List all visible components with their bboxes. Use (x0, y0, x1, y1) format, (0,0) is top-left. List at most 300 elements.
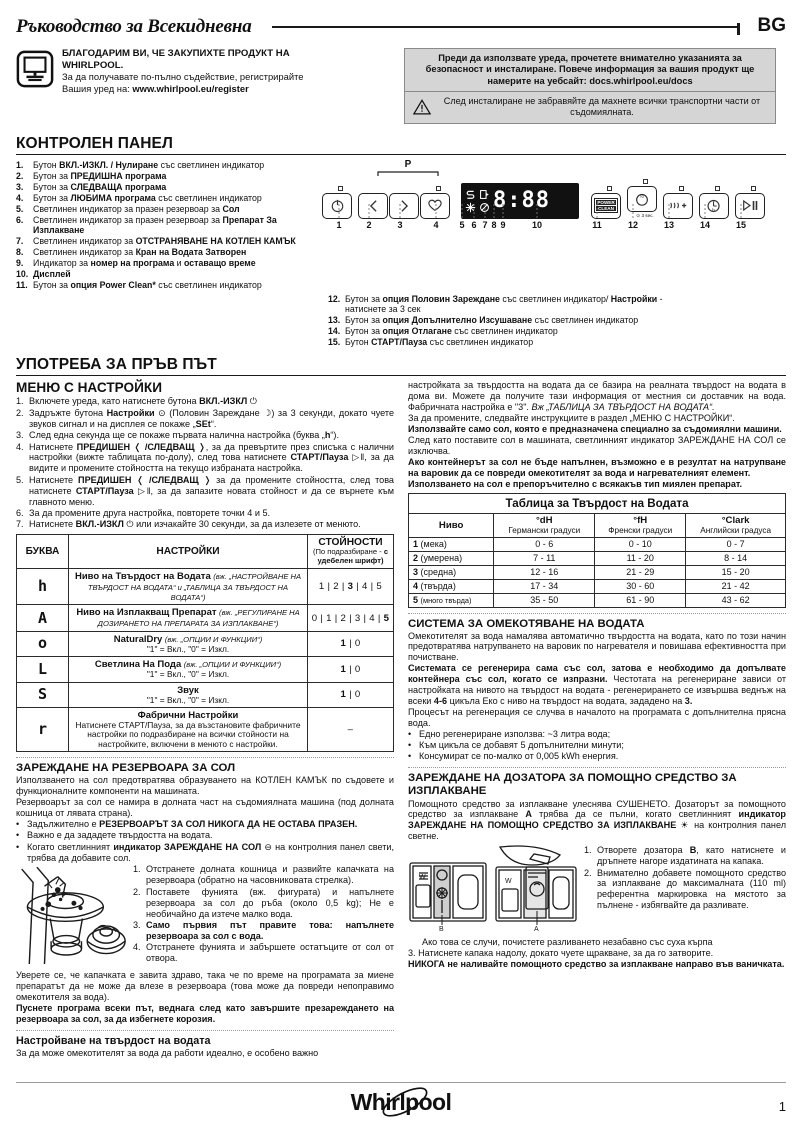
rinse-aid-dispenser-figure (408, 845, 580, 937)
setting-note2: "1" = Вкл., "0" = Изкл. (146, 669, 230, 680)
header-main: °Clark (721, 515, 750, 526)
control-panel-left-item (16, 160, 316, 170)
dh-cell: 12 - 16 (494, 565, 595, 579)
bullet-dot: • (16, 830, 20, 841)
header-sub: Английски градуса (700, 526, 771, 535)
right-p5: Ако контейнерът за сол не бъде напълнен, възможно е в резултат на натрупване на варовик да се повреди омекотителят за вода и нагревателният елемент. (408, 456, 786, 478)
step-text: Внимателно добавете помощното средство за изплакване до максималната (110 ml) референтна маркировка на мястото за пълнене - избягвайте да разливате. (597, 867, 786, 911)
thank-you-line3: За да получавате по-пълно съдействие, регистрирайте (62, 71, 304, 83)
softener-p3: Процесът на регенерация се случва в началото на програмата с допълнителна прясна вода. (408, 706, 786, 728)
divider-2 (16, 1030, 394, 1031)
default-value: 1 (340, 689, 347, 701)
setting-note: (вж. „НАСТРОЙВАНЕ НА ТВЪРДОСТ НА ВОДАТА“ и „ТАБЛИЦА ЗА ТВЪРДОСТ НА ВОДАТА“) (87, 571, 302, 602)
step-text: Отстранете фунията и забършете остатъците от сол от отвора. (146, 942, 394, 964)
fh-cell: 61 - 90 (595, 593, 686, 607)
seven-segment-letter: L (37, 659, 48, 678)
level-number: 4 (413, 581, 419, 591)
callout-number: 15 (735, 219, 746, 230)
favourite-led-indicator (436, 186, 441, 191)
level-number: 1 (413, 539, 419, 549)
value-option: 0 (354, 638, 361, 650)
monitor-icon (16, 50, 54, 88)
right-p2: За да промените, следвайте инструкциите в раздел „МЕНЮ С НАСТРОЙКИ“. (408, 413, 735, 424)
softener-p2-rest: Честотата на регенериране зависи от настройката на нивото на твърдост на водата - регенерирането се извършва веднъж на всеки 4-6 цикъла Еко с ниво на твърдост на водата, зададено на 3. (408, 674, 786, 706)
power-led-indicator (338, 186, 343, 191)
bullet-text: Когато светлинният индикатор ЗАРЕЖДАНЕ НА СОЛ ⊖ на контролния панел свети, трябва да добавите сол. (27, 841, 394, 863)
control-panel-left-item (16, 182, 316, 192)
step-text: Отворете дозатора B, като натиснете и дръпнете нагоре издатината на капака. (597, 845, 786, 867)
settings-table-header-row (17, 535, 394, 568)
item-number: 6. (16, 214, 24, 225)
bullet-text: Консумират се по-малко от 0,005 kWh енергия. (419, 751, 619, 762)
delay-led-indicator (715, 186, 720, 191)
item-number: 10. (16, 269, 29, 280)
softener-p2-bold: Системата се регенерира сама със сол, затова е необходимо да допълвате контейнера със сол, когато се изпразни. (408, 663, 786, 685)
callout-number: 14 (699, 219, 710, 230)
extra-dry-led-indicator (679, 186, 684, 191)
clark-cell: 0 - 7 (686, 537, 786, 551)
seven-segment-letter: A (37, 608, 48, 627)
control-panel-left-item (16, 258, 316, 268)
fh-cell: 30 - 60 (595, 579, 686, 593)
step-number: 4. (133, 942, 141, 953)
register-line (62, 83, 304, 95)
hardness-continued (408, 380, 786, 413)
settings-values-cell (308, 707, 394, 751)
callout-number: 13 (663, 219, 674, 230)
setting-name: NaturalDry (113, 633, 163, 645)
item-number: 12. (328, 294, 341, 305)
control-panel-right-item (328, 294, 688, 315)
default-value: 5 (383, 612, 390, 624)
power-clean-led-indicator (607, 186, 612, 191)
divider-1 (16, 757, 394, 758)
item-number: 1. (16, 159, 24, 170)
svg-text:h: h (712, 207, 715, 213)
water-table-row (409, 565, 786, 579)
dh-cell: 7 - 11 (494, 551, 595, 565)
value-option: 1 (318, 580, 325, 592)
control-panel-right-item (328, 337, 688, 347)
settings-name-cell (69, 682, 308, 707)
callout-number: 3 (397, 219, 403, 230)
level-cell (409, 593, 494, 607)
settings-name-cell (69, 657, 308, 682)
step-text: Натиснете ВКЛ.-ИЗКЛ ⏻ или изчакайте 30 секунди, за да излезете от менюто. (29, 519, 361, 530)
half-load-led-indicator (643, 179, 648, 184)
thank-you-line2: WHIRLPOOL. (62, 59, 124, 71)
settings-step (16, 430, 394, 441)
settings-letter-cell (17, 657, 69, 682)
rinse-fig-label-b: B (439, 926, 444, 934)
settings-letter-cell (17, 631, 69, 656)
header-main: Ниво (438, 519, 464, 531)
settings-values-cell: 0 | 1 | 2 | 3 | 4 | 5 (308, 605, 394, 631)
item-text: Бутон ВКЛ.-ИЗКЛ. / Нулиране със светлинен индикатор (33, 159, 265, 170)
value-option: 4 (362, 580, 368, 592)
whirlpool-logo (351, 1089, 452, 1116)
water-hardness-table (408, 493, 786, 608)
body-columns (16, 380, 786, 1058)
th-values (308, 535, 394, 568)
item-text: Светлинен индикатор за празен резервоар за Сол (33, 203, 240, 214)
water-table-row (409, 551, 786, 565)
step-text: Поставете фунията (вж. фигурата) и напълнете резервоара за сол до ръба (около 0,5 kg); Не е необичайно да изтече малко вода. (146, 886, 394, 919)
control-panel-left-item (16, 171, 316, 181)
water-table-header-cell (409, 513, 494, 537)
callout-number: 2 (366, 219, 372, 230)
callout-number: 8 (491, 219, 497, 230)
rinse-aid-step (584, 845, 786, 867)
warning-triangle-icon (413, 99, 431, 115)
level-name: (твърда) (420, 581, 456, 591)
register-url: www.whirlpool.eu/register (132, 82, 249, 94)
fh-cell: 0 - 10 (595, 537, 686, 551)
water-table-header-cell (595, 513, 686, 537)
control-panel-heading: КОНТРОЛЕН ПАНЕЛ (16, 135, 786, 155)
settings-values-cell: 1 | 0 (308, 657, 394, 682)
value-option: 0 (354, 663, 361, 675)
salt-step (133, 887, 394, 920)
settings-name-cell (69, 631, 308, 656)
page-header (16, 14, 786, 38)
svg-text:W: W (419, 874, 426, 882)
thank-you-line1: БЛАГОДАРИМ ВИ, ЧЕ ЗАКУПИХТЕ ПРОДУКТ НА (62, 48, 290, 59)
step-text: Задръжте бутона Настройки ⊙ (Половин Зареждане ☽) за 3 секунди, докато чуете звуков сигнал и на дисплея се покаже „SEt“. (29, 407, 395, 429)
fh-cell: 21 - 29 (595, 565, 686, 579)
step-number: 4. (16, 441, 24, 452)
salt-bullet (16, 830, 394, 841)
item-text: Бутон за опция Половин Зареждане със светлинен индикатор/ Настройки - натиснете за 3 сек (345, 294, 663, 315)
right-p6: Използването на сол е препоръчително с всякакъв тип миялен препарат. (408, 478, 743, 489)
value-option: 0 (311, 612, 318, 624)
step-number: 2. (584, 867, 592, 878)
th-values-sub (311, 548, 390, 565)
bullet-text: Към цикъла се добавят 5 допълнителни минути; (419, 740, 624, 751)
clark-cell: 8 - 14 (686, 551, 786, 565)
settings-table-row (17, 631, 394, 656)
power-clean-label-bottom: CLEAN (598, 205, 614, 211)
settings-name-cell (69, 568, 308, 605)
seven-segment-letter: S (37, 685, 48, 704)
item-number: 11. (16, 280, 28, 291)
step-text: Само първия път правите това: напълнете резервоара за сол с вода. (146, 919, 394, 941)
callout-number: 4 (433, 219, 439, 230)
setting-name: Ниво на Изплакващ Препарат (76, 607, 217, 619)
setting-note: (вж. „ОПЦИИ И ФУНКЦИИ“) (183, 660, 282, 670)
rinse-aid-indicator-icon (479, 189, 490, 200)
water-table-row (409, 593, 786, 607)
thank-you-text (62, 48, 304, 124)
safety-warning-text: Преди да използвате уреда, прочетете внимателно указанията за безопасност и инсталиране. Повече информация за вашия продукт ще намерите на уебсайт: docs.whirlpool.eu/docs (405, 49, 775, 91)
control-panel-left-item (16, 269, 316, 279)
fh-cell: 11 - 20 (595, 551, 686, 565)
value-option: – (347, 724, 354, 736)
step-number: 5. (16, 474, 24, 485)
step-text: За да промените друга настройка, повторете точки 4 и 5. (29, 508, 271, 518)
item-text: Дисплей (33, 269, 71, 280)
item-number: 13. (328, 315, 341, 326)
bullet-text: Едно регенериране използва: ~3 литра вода; (419, 728, 611, 739)
settings-name-cell (69, 605, 308, 631)
salt-p1: Използването на сол предотвратява образуването на КОТЛЕН КАМЪК по съдовете и функционалните компоненти на машината. (16, 775, 394, 797)
left-column (16, 380, 394, 1058)
salt-funnel-figure (16, 865, 128, 970)
svg-text:½: ½ (639, 194, 645, 201)
settings-letter-cell (17, 568, 69, 605)
th-values-sub-plain: (По подразбиране - (312, 547, 384, 557)
salt-p3: Уверете се, че капачката е завита здраво, така че по време на програмата за миене препаратът да не може да влезе в резервоара (това може да повреди непоправимо омекотителя за вода). (16, 970, 394, 1003)
th-settings: НАСТРОЙКИ (69, 535, 308, 568)
settings-menu-heading: МЕНЮ С НАСТРОЙКИ (16, 380, 162, 396)
callout-number: 12 (627, 219, 638, 230)
step-text: Включете уреда, като натиснете бутона ВКЛ.-ИЗКЛ ⏻ (29, 396, 258, 407)
settings-values-cell: 1 | 0 (308, 631, 394, 656)
setting-name: Фабрични Настройки (137, 709, 239, 721)
settings-table-row (17, 682, 394, 707)
salt-bullets (16, 819, 394, 864)
hardness-continued-text: настройката за твърдостта на водата да се базира на реалната твърдост на водата в дома ви. Можете да получите тази информация от местния си доставчик на вода. Фабричната настройка е "3". (408, 380, 786, 413)
level-cell (409, 579, 494, 593)
item-number: 14. (328, 326, 341, 337)
item-text: Бутон за СЛЕДВАЩА програма (33, 181, 167, 192)
water-table-row (409, 579, 786, 593)
water-table-caption-row (409, 493, 786, 513)
item-number: 8. (16, 247, 24, 258)
setting-name: Звук (177, 684, 199, 696)
salt-p2: Резервоарът за сол се намира в долната част на съдомиялната машина (под долната кошница от лявата страна). (16, 796, 394, 818)
divider-4 (408, 767, 786, 768)
settings-step (16, 396, 394, 407)
item-text: Бутон за опция Отлагане със светлинен индикатор (345, 326, 558, 337)
setting-note2: "1" = Вкл., "0" = Изкл. (146, 643, 230, 654)
header-sub: Френски градуси (608, 526, 673, 535)
softener-heading: СИСТЕМА ЗА ОМЕКОТЯВАНЕ НА ВОДАТА (408, 617, 645, 630)
header-main: °dH (535, 515, 553, 526)
item-number: 2. (16, 170, 24, 181)
register-prefix: Вашия уред на: (62, 82, 133, 94)
divider-3 (408, 613, 786, 614)
rinse-aid-p4: НИКОГА не наливайте помощното средство за изплакване направо във ваничката. (408, 959, 785, 969)
level-cell (409, 551, 494, 565)
th-values-sub-bold: с удебелен шрифт) (317, 547, 389, 565)
rinse-aid-heading: ЗАРЕЖДАНЕ НА ДОЗАТОРА ЗА ПОМОЩНО СРЕДСТВО ЗА ИЗПЛАКВАНЕ (408, 772, 737, 797)
whirlpool-wordmark: Whirlpool (350, 1089, 452, 1115)
setting-note: (вж. „РЕГУЛИРАНЕ НА ДОЗИРАНЕТО НА ПРЕПАРАТА ЗА ИЗПЛАКВАНЕ“) (97, 608, 300, 629)
default-value: 1 (340, 663, 347, 675)
setting-note: (вж. „ОПЦИИ И ФУНКЦИИ“) (164, 634, 263, 644)
water-table-header-cell (494, 513, 595, 537)
callout-number: 5 (459, 219, 465, 230)
callout-number: 9 (500, 219, 506, 230)
rinse-aid-p1: Помощното средство за изплакване улеснява СУШЕНЕТО. Дозаторът за помощното средство за изплакване A трябва да се пълни, когато светлинният индикатор ЗАРЕЖДАНЕ НА ПОМОЩНО СРЕДСТВО ЗА ИЗПЛАКВАНЕ ☀ на контролния панел светне. (408, 798, 786, 842)
salt-step (133, 864, 394, 886)
th-letter: БУКВА (17, 535, 69, 568)
seven-segment-letter: h (37, 576, 48, 595)
step-number: 3. (16, 430, 24, 441)
salt-bullet (16, 842, 394, 864)
step-number: 6. (16, 508, 24, 518)
bullet-dot: • (408, 740, 412, 751)
page-footer (16, 1082, 786, 1116)
settings-step (16, 519, 394, 530)
control-panel-items-left (16, 160, 316, 291)
clark-cell: 43 - 62 (686, 593, 786, 607)
item-number: 5. (16, 203, 24, 214)
value-option: 3 (354, 612, 361, 624)
control-panel-lists-bottom (16, 294, 786, 348)
settings-table-row (17, 657, 394, 682)
dh-cell: 35 - 50 (494, 593, 595, 607)
level-number: 3 (413, 567, 419, 577)
salt-step (133, 920, 394, 942)
softener-p2 (408, 663, 786, 707)
level-cell (409, 565, 494, 579)
bullet-text: Важно е да зададете твърдостта на водата. (27, 830, 213, 841)
control-panel-left-item (16, 204, 316, 214)
salt-heading: ЗАРЕЖДАНЕ НА РЕЗЕРВОАРА ЗА СОЛ (16, 762, 236, 775)
control-panel-left-item (16, 280, 316, 290)
seven-segment-letter: o (37, 634, 48, 653)
three-sec-clock-icon: ⊙ (636, 212, 641, 218)
step-text: След една секунда ще се покаже първата налична настройка (буква „h“). (29, 430, 339, 441)
callout-number: 6 (471, 219, 477, 230)
level-name: (мека) (420, 539, 447, 549)
step-number: 2. (16, 407, 24, 418)
salt-step (133, 942, 394, 964)
control-panel-left-item (16, 193, 316, 203)
level-name: (средна) (420, 567, 457, 577)
softener-p1: Омекотителят за вода намалява автоматично твърдостта на водата, като по този начин предотвратява натрупването на варовик по нагревателя и повишава ефективността при почистване. (408, 630, 786, 663)
default-value: 3 (347, 580, 354, 592)
control-panel-right-item (328, 315, 688, 325)
item-number: 15. (328, 337, 341, 348)
three-sec-label: 3 sec. (641, 212, 654, 218)
callout-number: 10 (531, 219, 542, 230)
value-option: 0 (354, 689, 361, 701)
level-number: 5 (413, 595, 419, 605)
first-use-heading: УПОТРЕБА ЗА ПРЪВ ПЪТ (16, 356, 786, 376)
rinse-fig-label-a: A (534, 926, 539, 934)
softener-bullets (408, 729, 786, 763)
setting-note2: "1" = Вкл., "0" = Изкл. (146, 694, 230, 705)
hardness-continued-italic: Вж „ТАБЛИЦА ЗА ТВЪРДОСТ НА ВОДАТА“. (531, 402, 715, 413)
settings-step (16, 508, 394, 519)
bullet-dot: • (408, 751, 412, 762)
step-text: Отстранете долната кошница и развийте капачката на резервоара (обратно на часовниковата стрелка). (146, 864, 394, 886)
hardness-p: За да може омекотителят за вода да работи идеално, е особено важно (16, 1047, 319, 1058)
bullet-dot: • (408, 728, 412, 739)
item-number: 3. (16, 181, 24, 192)
item-text: Бутон за ЛЮБИМА програма със светлинен индикатор (33, 192, 262, 203)
rinse-aid-steps (584, 845, 786, 911)
settings-table (16, 534, 394, 752)
step-number: 1. (584, 845, 592, 856)
setting-name: Светлина На Пода (94, 659, 182, 671)
value-option: 4 (369, 612, 375, 624)
svg-text:W: W (505, 878, 512, 886)
salt-p4: Пуснете програма всеки път, веднага след като завършите презареждането на резервоара за сол, за да избегнете корозия. (16, 1003, 394, 1025)
item-text: Бутон СТАРТ/Пауза със светлинен индикатор (345, 337, 534, 348)
item-text: Бутон за ПРЕДИШНА програма (33, 170, 167, 181)
softener-bullet (408, 740, 786, 751)
step-number: 3. (133, 919, 141, 930)
step-number: 1. (133, 864, 141, 875)
step-number: 1. (16, 396, 24, 407)
item-number: 9. (16, 258, 24, 269)
display-value: 8:88 (493, 188, 550, 214)
value-option: 5 (376, 580, 383, 592)
transport-parts-note: След инсталиране не забравяйте да махнете всички транспортни части от съдомиялната. (443, 96, 761, 118)
item-text: Светлинен индикатор за Кран на Водата Затворен (33, 247, 247, 258)
step-number: 2. (133, 886, 141, 897)
level-name: (много твърда) (420, 596, 472, 605)
settings-step (16, 475, 394, 508)
value-option: 1 (326, 612, 332, 624)
callout-number: 1 (336, 219, 342, 230)
header-rule (272, 26, 740, 28)
item-number: 7. (16, 236, 24, 247)
setting-name: Ниво на Твърдост на Водата (74, 570, 211, 582)
level-number: 2 (413, 553, 419, 563)
settings-values-cell: 1 | 0 (308, 682, 394, 707)
settings-table-row (17, 568, 394, 605)
settings-name-cell (69, 707, 308, 751)
settings-table-row (17, 605, 394, 631)
bullet-dot: • (16, 841, 20, 852)
level-name: (умерена) (420, 553, 463, 563)
value-option: 2 (333, 580, 339, 592)
item-number: 4. (16, 192, 24, 203)
water-table-header-cell (686, 513, 786, 537)
dh-cell: 0 - 6 (494, 537, 595, 551)
dh-cell: 17 - 34 (494, 579, 595, 593)
settings-menu-steps (16, 396, 394, 530)
language-code: BG (757, 15, 786, 36)
step-number: 7. (16, 519, 24, 530)
th-values-main: СТОЙНОСТИ (318, 537, 383, 549)
salt-bullet (16, 819, 394, 830)
clark-cell: 15 - 20 (686, 565, 786, 579)
rinse-aid-step (584, 868, 786, 912)
settings-letter-cell (17, 707, 69, 751)
default-value: 1 (340, 638, 347, 650)
right-column (408, 380, 786, 1058)
control-panel-right-item (328, 326, 688, 336)
right-p4: След като поставите сол в машината, светлинният индикатор ЗАРЕЖДАНЕ НА СОЛ се изключва. (408, 434, 786, 456)
control-panel-items-right (328, 294, 688, 348)
header-main: °fH (633, 515, 648, 526)
settings-step (16, 408, 394, 430)
water-table-header-row (409, 513, 786, 537)
step-text: Натиснете ПРЕДИШЕН ❬ /СЛЕДВАЩ ❭, за да превъртите през списъка с налични настройки (вижте таблицата по-долу), след това натиснете СТАРТ/Пауза ▷‖, за да видите и промените стойността на текущо избраната настройка. (29, 441, 394, 474)
item-text: Бутон за опция Допълнително Изсушаване със светлинен индикатор (345, 315, 639, 326)
thank-you-block (16, 48, 394, 124)
power-clean-label-top: POWER (597, 199, 615, 205)
step-text: Натиснете ПРЕДИШЕН ❬ /СЛЕДВАЩ ❭ за да промените стойността, след това натиснете СТАРТ/Пауза ▷‖, за да запазите новата стойност и да се върнете към главното меню. (29, 474, 394, 507)
seven-segment-letter: r (37, 720, 48, 739)
start-pause-led-indicator (751, 186, 756, 191)
control-panel-graphic (322, 160, 786, 238)
program-bracket-label: P (404, 158, 412, 170)
rinse-aid-figure-block (408, 845, 786, 937)
bullet-dot: • (16, 818, 20, 829)
settings-table-row (17, 707, 394, 751)
whirlpool-swoosh-icon (379, 1087, 431, 1117)
rinse-aid-p2: Ако това се случи, почистете разливането незабавно със суха кърпа (422, 937, 713, 948)
right-p3: Използвайте само сол, която е предназначена специално за съдомиялни машини. (408, 424, 782, 435)
settings-values-cell: 1 | 2 | 3 | 4 | 5 (308, 568, 394, 605)
